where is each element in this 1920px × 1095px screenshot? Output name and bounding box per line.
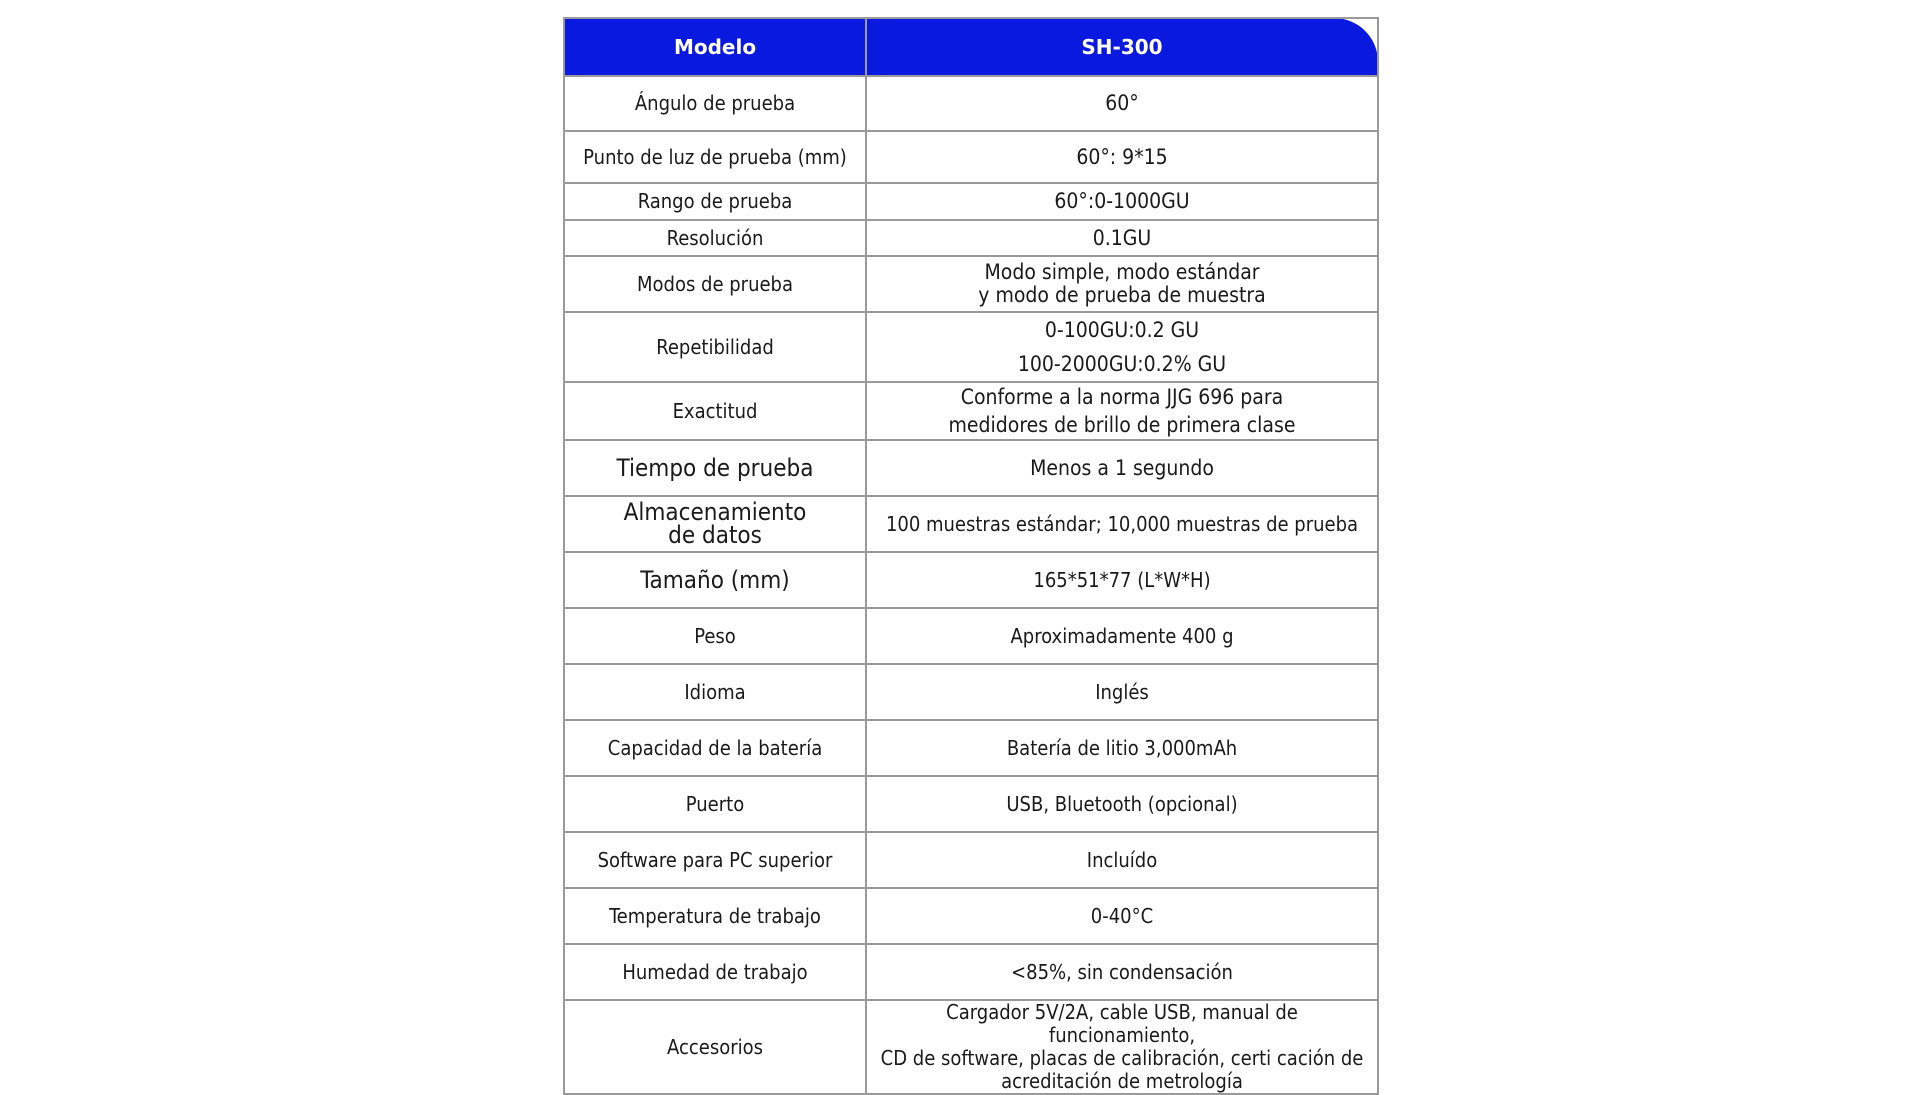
row-value: 60° [866,76,1378,131]
row-value: 165*51*77 (L*W*H) [866,552,1378,608]
row-value: 0-100GU:0.2 GU 100-2000GU:0.2% GU [866,312,1378,382]
table-row [564,944,1378,1000]
row-value: 60°:0-1000GU [866,183,1378,220]
table-row [564,552,1378,608]
row-label: Almacenamiento de datos [564,496,866,552]
table-row [564,440,1378,496]
row-value: Aproximadamente 400 g [866,608,1378,664]
row-value: USB, Bluetooth (opcional) [866,776,1378,832]
row-label: Punto de luz de prueba (mm) [564,131,866,183]
table-row [564,608,1378,664]
row-value: Menos a 1 segundo [866,440,1378,496]
row-label: Ángulo de prueba [564,76,866,131]
table-row [564,183,1378,220]
row-value: Incluído [866,832,1378,888]
spec-table [563,17,1379,1095]
row-label: Exactitud [564,382,866,440]
row-label: Capacidad de la batería [564,720,866,776]
row-label: Tamaño (mm) [564,552,866,608]
row-value: 100 muestras estándar; 10,000 muestras de prueba [866,496,1378,552]
table-row [564,776,1378,832]
table-row [564,131,1378,183]
table-row [564,832,1378,888]
row-value: Inglés [866,664,1378,720]
row-value: Modo simple, modo estándar y modo de prueba de muestra [866,256,1378,312]
row-value: Cargador 5V/2A, cable USB, manual de funcionamiento, CD de software, placas de calibración, certi cación de acreditación de metrología [866,1000,1378,1094]
table-row [564,888,1378,944]
row-label: Rango de prueba [564,183,866,220]
header-model-label: Modelo [564,18,866,76]
row-value: Conforme a la norma JJG 696 para medidores de brillo de primera clase [866,382,1378,440]
row-value: 0.1GU [866,220,1378,256]
row-value: <85%, sin condensación [866,944,1378,1000]
row-label: Tiempo de prueba [564,440,866,496]
row-label: Peso [564,608,866,664]
header-model-value: SH-300 [866,18,1378,76]
table-row [564,496,1378,552]
table-row [564,312,1378,382]
row-label: Puerto [564,776,866,832]
table-row [564,76,1378,131]
table-row [564,220,1378,256]
row-label: Software para PC superior [564,832,866,888]
row-label: Repetibilidad [564,312,866,382]
table-row [564,382,1378,440]
table-row [564,256,1378,312]
row-label: Accesorios [564,1000,866,1094]
table-row [564,664,1378,720]
row-value: 0-40°C [866,888,1378,944]
row-label: Idioma [564,664,866,720]
table-row [564,720,1378,776]
row-label: Resolución [564,220,866,256]
row-value: 60°: 9*15 [866,131,1378,183]
row-label: Modos de prueba [564,256,866,312]
row-value: Batería de litio 3,000mAh [866,720,1378,776]
row-label: Temperatura de trabajo [564,888,866,944]
table-header-row [564,18,1378,76]
row-label: Humedad de trabajo [564,944,866,1000]
